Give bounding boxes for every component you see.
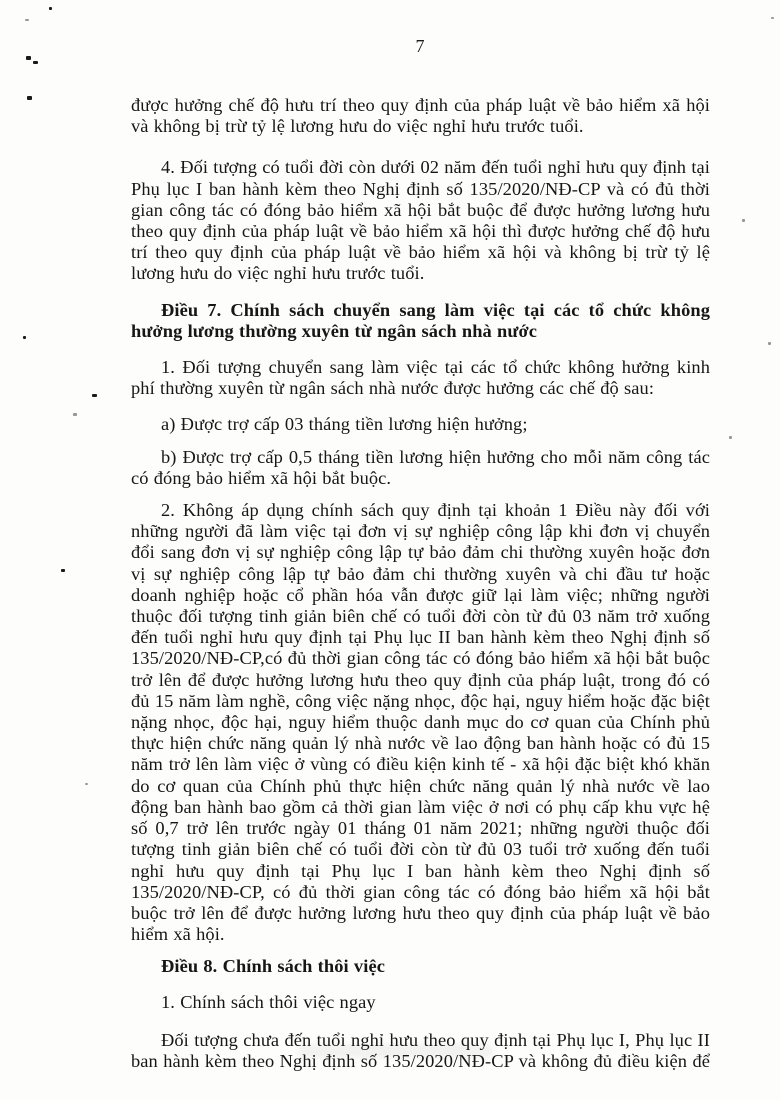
scan-speck [33,61,38,64]
page-number: 7 [415,36,425,56]
scan-speck [742,219,745,222]
paragraph-doi-tuong-chua-den-tuoi: Đối tượng chưa đến tuổi nghỉ hưu theo quy định tại Phụ lục I, Phụ lục II ban hành kèm theo Nghị định số 135/2020/NĐ-CP và không đủ điều kiện để [131,1029,710,1071]
paragraph-khoan-4: 4. Đối tượng có tuổi đời còn dưới 02 năm đến tuổi nghỉ hưu quy định tại Phụ lục I ban hành kèm theo Nghị định số 135/2020/NĐ-CP và có đủ thời gian công tác có đóng bảo hiểm xã hội bắt buộc để được hưởng lương hưu theo quy định của pháp luật về bảo hiểm xã hội thì được hưởng chế độ hưu trí theo quy định của pháp luật về bảo hiểm xã hội và không bị trừ tỷ lệ lương hưu do việc nghỉ hưu trước tuổi. [131,157,710,284]
paragraph-khoan-1: 1. Đối tượng chuyển sang làm việc tại các tổ chức không hưởng kinh phí thường xuyên từ ngân sách nhà nước được hưởng các chế độ sau: [131,357,710,399]
scan-speck [92,394,97,397]
scan-speck [73,413,77,416]
scan-smudge [298,1044,493,1058]
heading-dieu-7: Điều 7. Chính sách chuyển sang làm việc tại các tổ chức không hưởng lương thường xuyên từ ngân sách nhà nước [131,299,710,341]
scan-speck [49,7,52,10]
scan-speck [27,96,32,100]
scan-speck [729,436,732,439]
scan-speck [61,569,65,572]
paragraph-diem-b: b) Được trợ cấp 0,5 tháng tiền lương hiện hưởng cho mỗi năm công tác có đóng bảo hiểm xã hội bắt buộc. [131,446,710,488]
scan-speck [85,783,88,785]
scan-speck [771,17,774,19]
paragraph-continuation: được hưởng chế độ hưu trí theo quy định của pháp luật về bảo hiểm xã hội và không bị trừ tỷ lệ lương hưu do việc nghỉ hưu trước tuổi. [131,95,710,137]
paragraph-chinh-sach-thoi-viec-ngay: 1. Chính sách thôi việc ngay [161,991,376,1012]
scan-speck [26,56,31,60]
document-body [131,95,710,1072]
scan-speck [768,342,771,345]
heading-dieu-8: Điều 8. Chính sách thôi việc [161,956,385,977]
paragraph-diem-a: a) Được trợ cấp 03 tháng tiền lương hiện hưởng; [161,414,528,435]
scan-speck [25,19,29,21]
scan-speck [23,336,26,339]
paragraph-khoan-2: 2. Không áp dụng chính sách quy định tại khoản 1 Điều này đối với những người đã làm việc tại đơn vị sự nghiệp công lập khi đơn vị chuyển đổi sang đơn vị sự nghiệp công lập tự bảo đảm chi thường xuyên hoặc đơn vị sự nghiệp công lập tự bảo đảm chi thường xuyên và chi đầu tư hoặc doanh nghiệp hoặc cổ phần hóa vẫn được giữ lại làm việc; những người thuộc đối tượng tinh giản biên chế có tuổi đời còn từ đủ 03 năm trở xuống đến tuổi nghỉ hưu quy định tại Phụ lục II ban hành kèm theo Nghị định số 135/2020/NĐ-CP,có đủ thời gian công tác có đóng bảo hiểm xã hội bắt buộc trở lên để được hưởng lương hưu theo quy định của pháp luật, trong đó có đủ 15 năm làm nghề, công việc nặng nhọc, độc hại, nguy hiểm hoặc đặc biệt nặng nhọc, độc hại, nguy hiểm thuộc danh mục do cơ quan của Chính phủ thực hiện chức năng quản lý nhà nước về lao động ban hành hoặc có đủ 15 năm trở lên làm việc ở vùng có điều kiện kinh tế - xã hội đặc biệt khó khăn do cơ quan của Chính phủ thực hiện chức năng quản lý nhà nước về lao động ban hành bao gồm cả thời gian làm việc ở nơi có phụ cấp khu vực hệ số 0,7 trở lên trước ngày 01 tháng 01 năm 2021; những người thuộc đối tượng tinh giản biên chế có tuổi đời còn từ đủ 03 tuổi trở xuống đến tuổi nghỉ hưu quy định tại Phụ lục I ban hành kèm theo Nghị định số 135/2020/NĐ-CP, có đủ thời gian công tác có đóng bảo hiểm xã hội bắt buộc trở lên để được hưởng lương hưu theo quy định của pháp luật về bảo hiểm xã hội. [131,500,710,945]
